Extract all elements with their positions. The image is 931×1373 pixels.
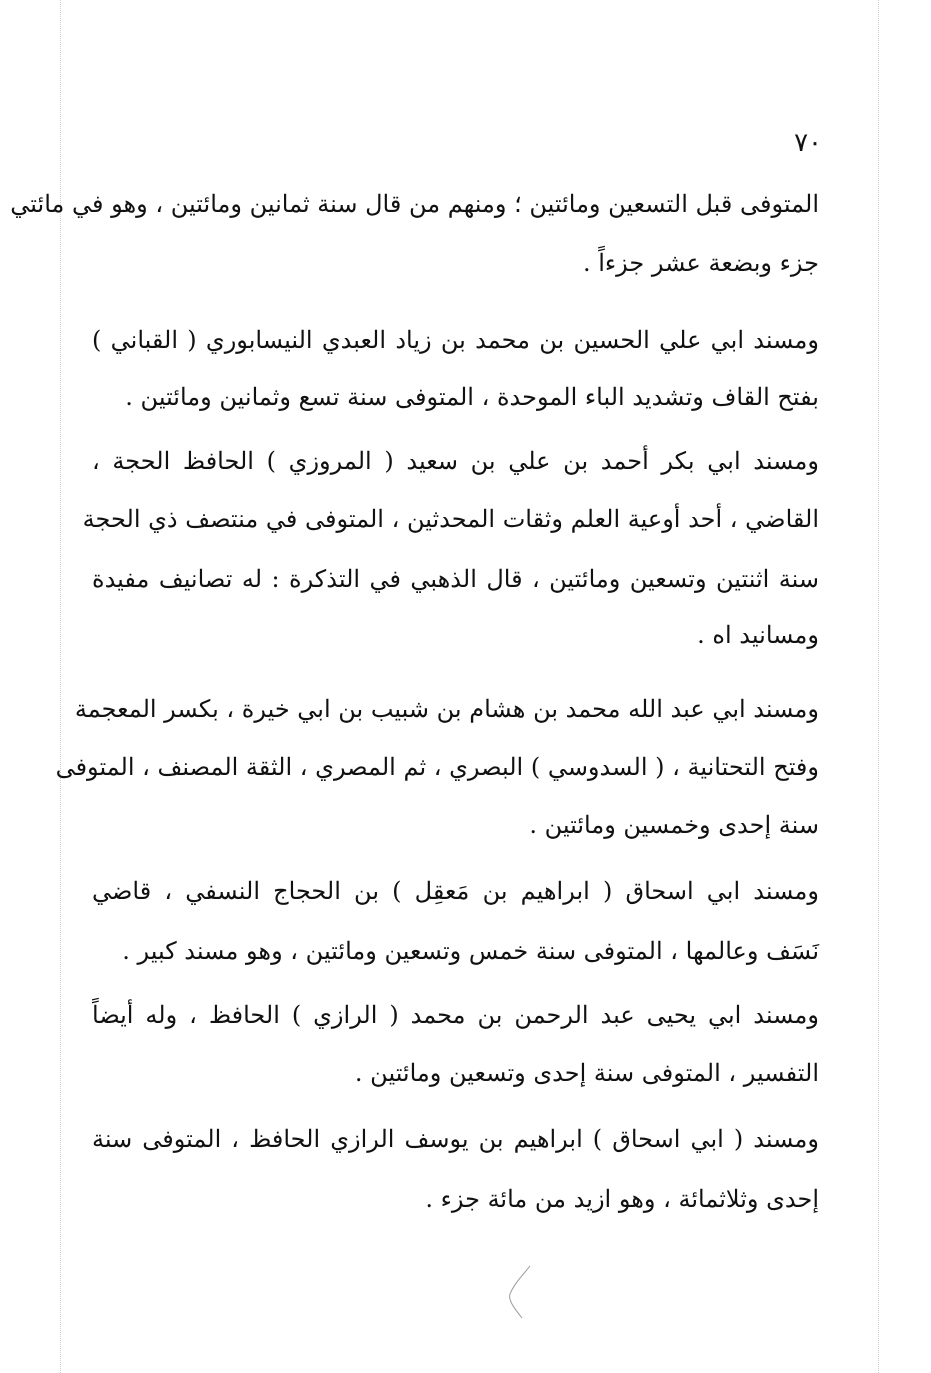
text-line: القاضي ، أحد أوعية العلم وثقات المحدثين ، المتوفى في منتصف ذي الحجة (82, 505, 819, 533)
text-line: ومسند ابي عبد الله محمد بن هشام بن شبيب بن ابي خيرة ، بكسر المعجمة (74, 695, 819, 723)
text-line: جزء وبضعة عشر جزءاً . (582, 249, 819, 277)
text-line: ومسند ابي علي الحسين بن محمد بن زياد العبدي النيسابوري ( القباني ) (92, 326, 819, 354)
text-line: إحدى وثلاثمائة ، وهو ازيد من مائة جزء . (425, 1185, 819, 1213)
text-line: المتوفى قبل التسعين ومائتين ؛ ومنهم من قال سنة ثمانين ومائتين ، وهو في مائتي (10, 190, 819, 218)
text-line: وفتح التحتانية ، ( السدوسي ) البصري ، ثم المصري ، الثقة المصنف ، المتوفى (55, 753, 819, 781)
text-line: التفسير ، المتوفى سنة إحدى وتسعين ومائتين . (354, 1059, 819, 1087)
pencil-mark (500, 1262, 540, 1322)
text-line: ومسند ابي اسحاق ( ابراهيم بن مَعقِل ) بن الحجاج النسفي ، قاضي (92, 877, 819, 905)
text-line: ومسند ابي يحيى عبد الرحمن بن محمد ( الرازي ) الحافظ ، وله أيضاً (92, 1001, 819, 1029)
text-line: ومسانيد اه . (697, 621, 819, 649)
text-line: ومسند ( ابي اسحاق ) ابراهيم بن يوسف الرازي الحافظ ، المتوفى سنة (92, 1125, 819, 1153)
scan-fold-line-right (878, 0, 879, 1373)
text-line: سنة إحدى وخمسين ومائتين . (529, 811, 819, 839)
text-line: نَسَف وعالمها ، المتوفى سنة خمس وتسعين ومائتين ، وهو مسند كبير . (122, 937, 819, 965)
text-line: بفتح القاف وتشديد الباء الموحدة ، المتوفى سنة تسع وثمانين ومائتين . (125, 383, 819, 411)
text-line: ومسند ابي بكر أحمد بن علي بن سعيد ( المروزي ) الحافظ الحجة ، (92, 447, 819, 475)
page-number: ٧٠ (794, 128, 822, 158)
text-line: سنة اثنتين وتسعين ومائتين ، قال الذهبي في التذكرة : له تصانيف مفيدة (92, 565, 819, 593)
